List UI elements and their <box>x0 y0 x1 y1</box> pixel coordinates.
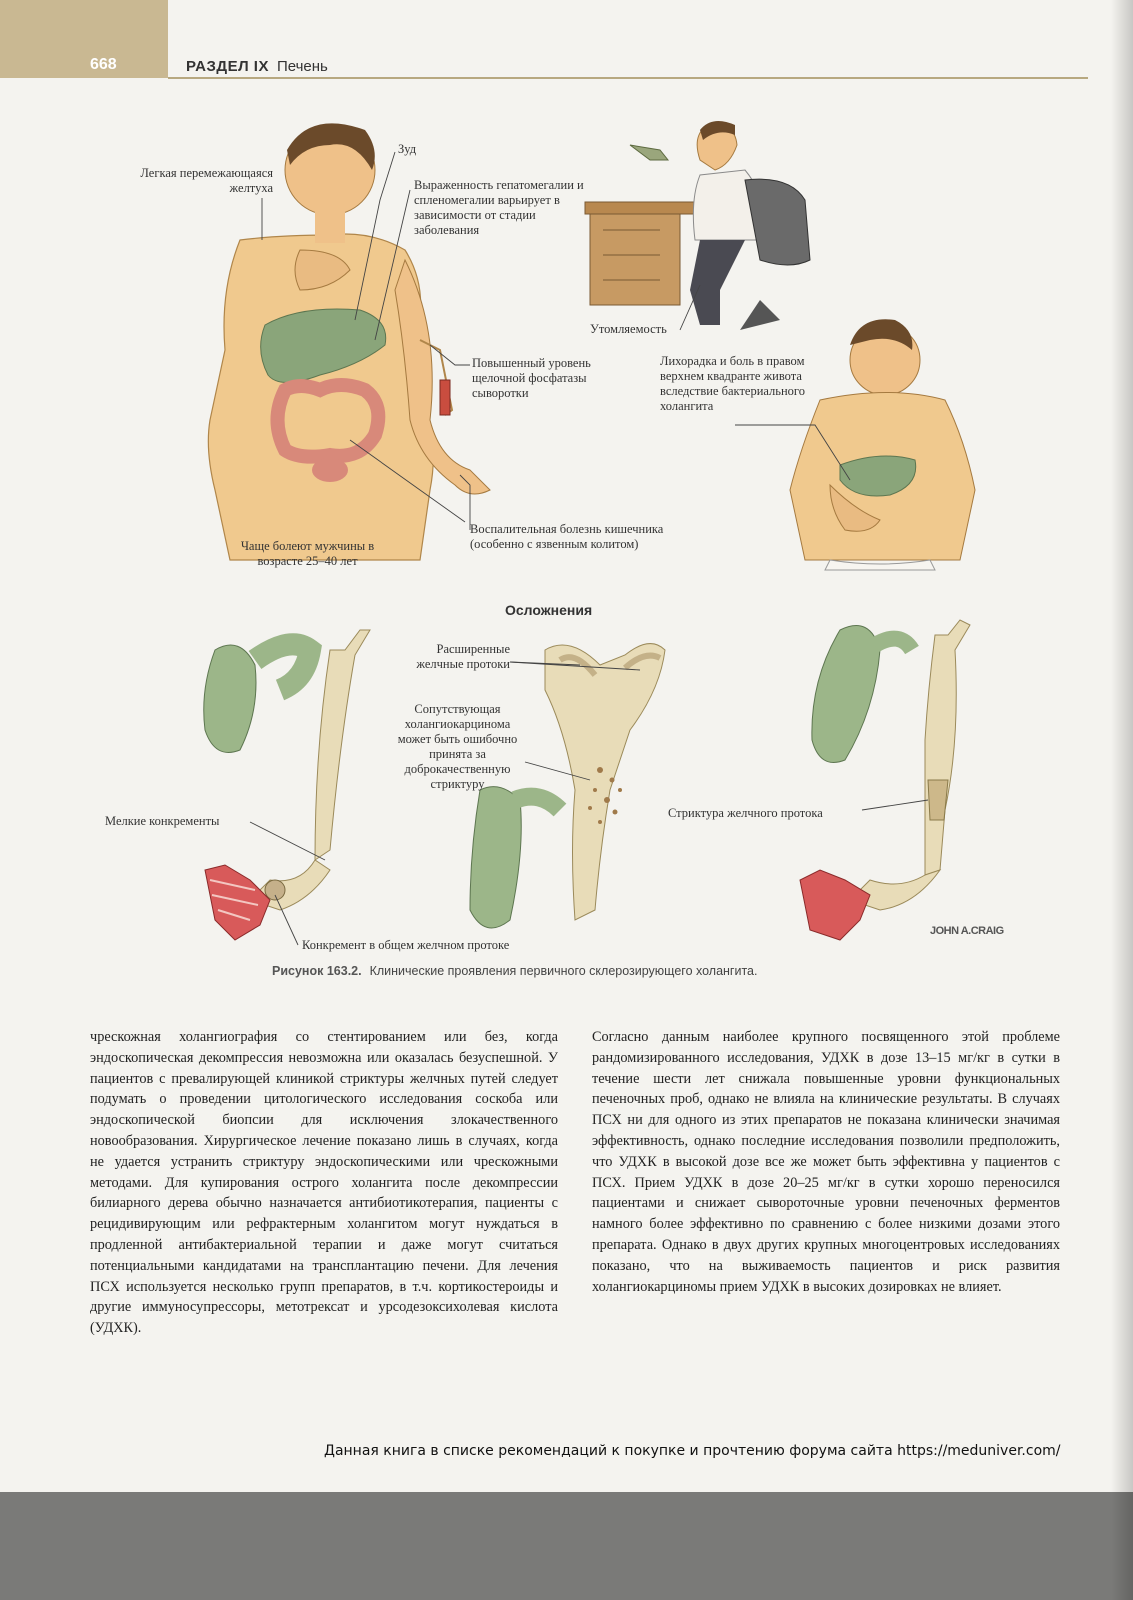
figure-163-2 <box>0 90 1133 1010</box>
artist-signature: JOHN A.CRAIG <box>930 925 1004 937</box>
caption-text: Клинические проявления первичного склерозирующего холангита. <box>369 964 758 978</box>
paragraph-right: Согласно данным наиболее крупного посвященного этой проблеме рандомизированного исследования, УДХК в дозе 13–15 мг/кг в сутки в течение шести лет снижала повышенные уровни функциональных печеночных проб, однако не влияла на клинические результаты. В случаях ПСХ ни для одного из этих препаратов не показана клинически значимая эффективность, однако последние исследования позволили предположить, что УДХК в высокой дозе все же может быть эффективна у пациентов с ПСХ. Прием УДХК в дозе 20–25 мг/кг в сутки хорошо переносился пациентами и снижает сывороточные уровни печеночных ферментов намного более эффективно по сравнению с более низкими дозами этого препарата. Однако в двух других крупных многоцентровых исследованиях показано, что на выживаемость пациентов и риск развития холангиокарциномы прием УДХК в высоких дозировках не влияет. <box>592 1029 1060 1295</box>
section-title: Печень <box>276 58 328 75</box>
label-hepatomegaly: Выраженность гепатомегалии и спленомегалии варьирует в зависимости от стадии заболевания <box>414 178 584 237</box>
figure-caption <box>272 964 757 978</box>
label-small-stones: Мелкие конкременты <box>105 814 220 828</box>
label-dilated-ducts: Расширенные желчные протоки <box>416 642 510 671</box>
label-cholangiocarcinoma: Сопутствующая холангиокарцинома может быть ошибочно принята за доброкачественную стриктуру <box>397 702 518 791</box>
label-stricture: Стриктура желчного протока <box>668 806 823 820</box>
section-number: РАЗДЕЛ IX <box>186 58 269 75</box>
label-alkaline-phosphatase: Повышенный уровень щелочной фосфатазы сыворотки <box>472 356 591 400</box>
fatigue-illustration <box>585 121 810 330</box>
page-number: 668 <box>90 56 117 73</box>
body-column-right <box>592 1027 1060 1297</box>
body-column-left <box>90 1027 558 1339</box>
complication-panel-small-stones <box>204 630 370 940</box>
label-ibd: Воспалительная болезнь кишечника (особенно с язвенным колитом) <box>470 522 664 551</box>
label-fever: Лихорадка и боль в правом верхнем квадранте живота вследствие бактериального холангита <box>660 354 806 413</box>
page-edge-shadow <box>1111 0 1133 1600</box>
paragraph-left: чрескожная холангиография со стентированием или без, когда эндоскопическая декомпрессия невозможна или оказалась безуспешной. У пациентов с превалирующей клиникой стриктуры желчных путей следует подумать о проведении цитологического исследования соскоба или эндоскопической биопсии для исключения злокачественного новообразования. Хирургическое лечение показано лишь в случаях, когда не удается устранить стриктуру эндоскопическими или чрескожными методами. Для купирования острого холангита после декомпрессии билиарного дерева обычно назначается антибиотикотерапия, пациенты с рецидивирующим или рефрактерным холангитом могут нуждаться в продленной антибактериальной терапии и даже могут считаться потенциальными кандидатами на трансплантацию печени. Для лечения ПСХ используется несколько групп препаратов, в т.ч. кортикостероиды и другие иммуносупрессоры, метотрексат и урсодезоксихолевая кислота (УДХК). <box>90 1029 558 1337</box>
scan-bottom-strip <box>0 1492 1133 1600</box>
label-common-duct-stone: Конкремент в общем желчном протоке <box>302 938 510 952</box>
header-rule <box>168 77 1088 79</box>
label-fatigue: Утомляемость <box>590 322 667 336</box>
running-header <box>186 58 328 75</box>
footer-note: Данная книга в списке рекомендаций к покупке и прочтению форума сайта https://meduniver.com/ <box>324 1443 1061 1459</box>
complications-title: Осложнения <box>505 602 593 618</box>
label-itch: Зуд <box>398 142 417 156</box>
label-jaundice: Легкая перемежающаяся желтуха <box>140 166 273 195</box>
caption-label: Рисунок 163.2. <box>272 964 362 978</box>
label-demographics: Чаще болеют мужчины в возрасте 25–40 лет <box>240 539 375 568</box>
complication-panel-stricture <box>800 620 970 940</box>
page-number-block <box>0 0 168 78</box>
